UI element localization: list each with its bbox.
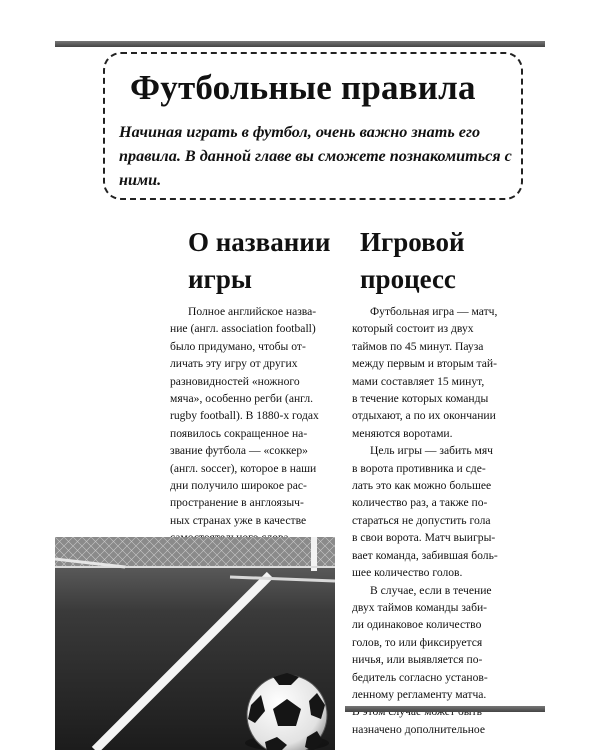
paragraph: В случае, если в течение двух таймов команды заби- ли одинаковое количество голов, то или фиксируется ничья, или выявляется по- бедитель согласно установ- ленному регламенту матча. назначено дополнительное [352,583,492,736]
section-heading-name: О названии игры [188,227,331,294]
top-rule [55,41,545,47]
section-heading-gameplay: Игровой процесс [360,227,465,294]
soccer-ball-on-pitch-icon [55,537,335,750]
soccer-ball-photo [55,537,335,750]
paragraph: Футбольная игра — матч, который состоит из двух таймов по 45 минут. Пауза между первым и вторым тай- мами составляет 15 минут, в течение которых команды отдыхают, а по их окончании меняются воротами. [352,305,498,440]
chapter-intro: Начиная играть в футбол, очень важно знать его правила. В данной главе вы сможете познакомиться с ними. [119,123,512,189]
bottom-rule [345,706,545,712]
section-body-gameplay [352,303,542,738]
paragraph: Полное английское назва- ние (англ. association football) было придумано, чтобы от- личать эту игру от других разновидностей «ножного мяча», особенно регби (англ. rugby football). В 1880-х годах появилось сокращенное на- звание футбола — «соккер» (англ. soccer), которое в наши дни получило широкое рас- пространение в англоязыч- ных странах уже в качестве [170,305,319,527]
chapter-callout-box [103,52,523,200]
chapter-title: Футбольные правила [130,68,476,107]
section-body-name [170,303,348,547]
paragraph: Цель игры — забить мяч в ворота противника и сде- лать это как можно большее количество раз, а также по- стараться не допустить гола в свои ворота. Матч выигры- вает команда, забившая боль- шее количество голов. [352,444,498,580]
